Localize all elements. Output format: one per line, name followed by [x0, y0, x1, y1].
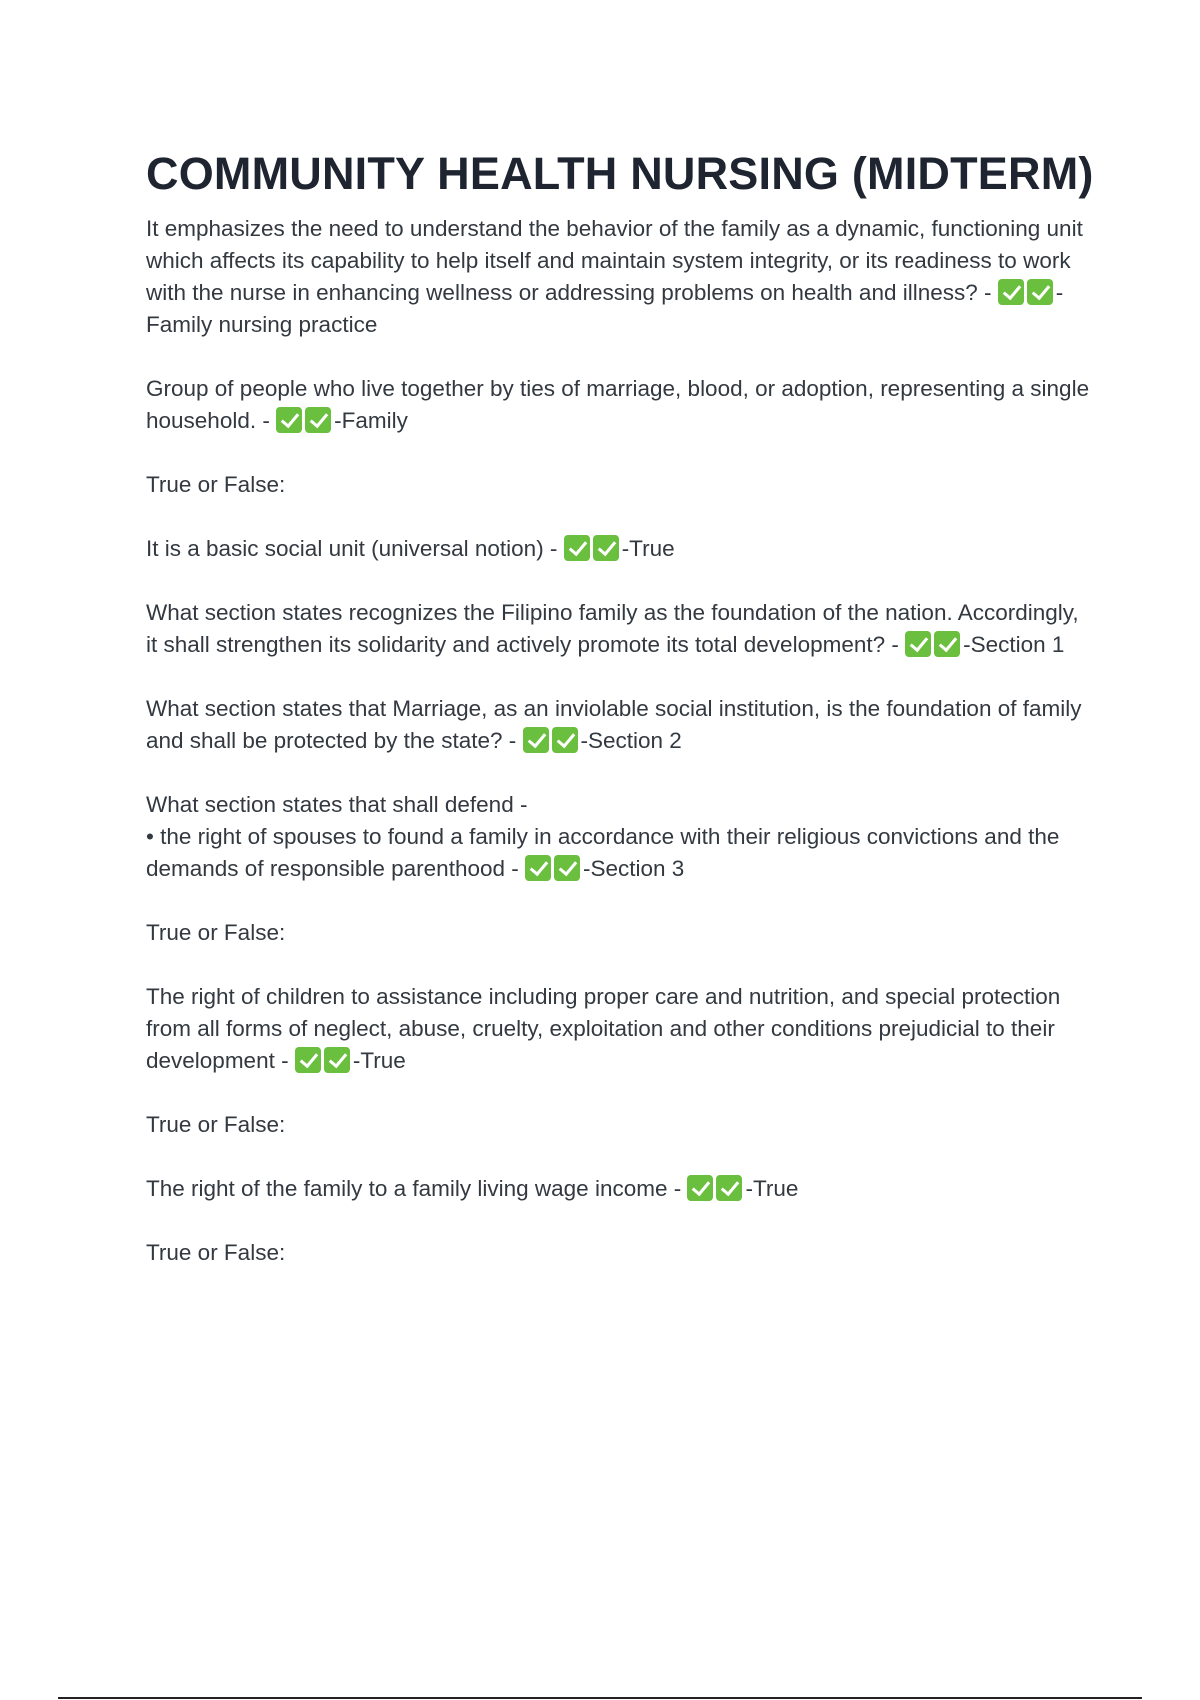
- qa-entry: [146, 789, 1096, 885]
- check-mark-icon: [295, 1047, 321, 1073]
- qa-entry: [146, 981, 1096, 1077]
- question-text: It emphasizes the need to understand the behavior of the family as a dynamic, functioning unit which affects its capability to help itself and maintain system integrity, or its readiness to work with the nurse in enhancing wellness or addressing problems on health and illness? -: [146, 216, 1083, 305]
- answer-marker: [564, 536, 622, 561]
- qa-entry: [146, 533, 1096, 565]
- qa-entry: [146, 373, 1096, 437]
- qa-entry: [146, 213, 1096, 341]
- check-mark-icon: [305, 407, 331, 433]
- true-or-false-heading: True or False:: [146, 1112, 286, 1137]
- answer-marker: [905, 632, 963, 657]
- check-mark-icon: [905, 631, 931, 657]
- true-or-false-heading: True or False:: [146, 920, 286, 945]
- check-mark-icon: [934, 631, 960, 657]
- check-mark-icon: [998, 279, 1024, 305]
- answer-text: -True: [352, 1048, 406, 1073]
- answer-text: -Family nursing practice: [146, 280, 1064, 337]
- check-mark-icon: [593, 535, 619, 561]
- check-mark-icon: [716, 1175, 742, 1201]
- answer-marker: [687, 1176, 745, 1201]
- answer-text: -Section 2: [580, 728, 682, 753]
- question-text: What section states that shall defend -: [146, 792, 528, 817]
- qa-entry: [146, 693, 1096, 757]
- answer-text: -Section 3: [583, 856, 685, 881]
- question-text: The right of children to assistance including proper care and nutrition, and special protection from all forms of neglect, abuse, cruelty, exploitation and other conditions prejudicial to their development -: [146, 984, 1061, 1073]
- check-mark-icon: [525, 855, 551, 881]
- check-mark-icon: [564, 535, 590, 561]
- answer-marker: [523, 728, 581, 753]
- answer-marker: [295, 1048, 353, 1073]
- answer-text: -Section 1: [963, 632, 1065, 657]
- question-bullet-text: • the right of spouses to found a family in accordance with their religious convictions and the demands of responsible parenthood -: [146, 824, 1060, 881]
- answer-text: -Family: [334, 408, 408, 433]
- question-text: What section states that Marriage, as an inviolable social institution, is the foundation of family and shall be protected by the state? -: [146, 696, 1082, 753]
- check-mark-icon: [554, 855, 580, 881]
- question-text: The right of the family to a family living wage income -: [146, 1176, 688, 1201]
- page-bottom-rule: [58, 1697, 1142, 1699]
- answer-marker: [276, 408, 334, 433]
- answer-marker: [525, 856, 583, 881]
- check-mark-icon: [687, 1175, 713, 1201]
- answer-text: -True: [745, 1176, 799, 1201]
- qa-entry: [146, 1173, 1096, 1205]
- qa-entry: [146, 597, 1096, 661]
- true-or-false-heading: True or False:: [146, 1240, 286, 1265]
- question-text: It is a basic social unit (universal notion) -: [146, 536, 564, 561]
- question-text: Group of people who live together by ties of marriage, blood, or adoption, representing a single household. -: [146, 376, 1090, 433]
- answer-marker: [998, 280, 1056, 305]
- check-mark-icon: [523, 727, 549, 753]
- document-title: COMMUNITY HEALTH NURSING (MIDTERM): [146, 148, 1094, 199]
- document-page: [146, 140, 1096, 1301]
- check-mark-icon: [276, 407, 302, 433]
- true-or-false-heading: True or False:: [146, 472, 286, 497]
- answer-text: -True: [621, 536, 675, 561]
- check-mark-icon: [552, 727, 578, 753]
- question-text: What section states recognizes the Filipino family as the foundation of the nation. Accordingly, it shall strengthen its solidarity and actively promote its total development? -: [146, 600, 1079, 657]
- check-mark-icon: [324, 1047, 350, 1073]
- check-mark-icon: [1027, 279, 1053, 305]
